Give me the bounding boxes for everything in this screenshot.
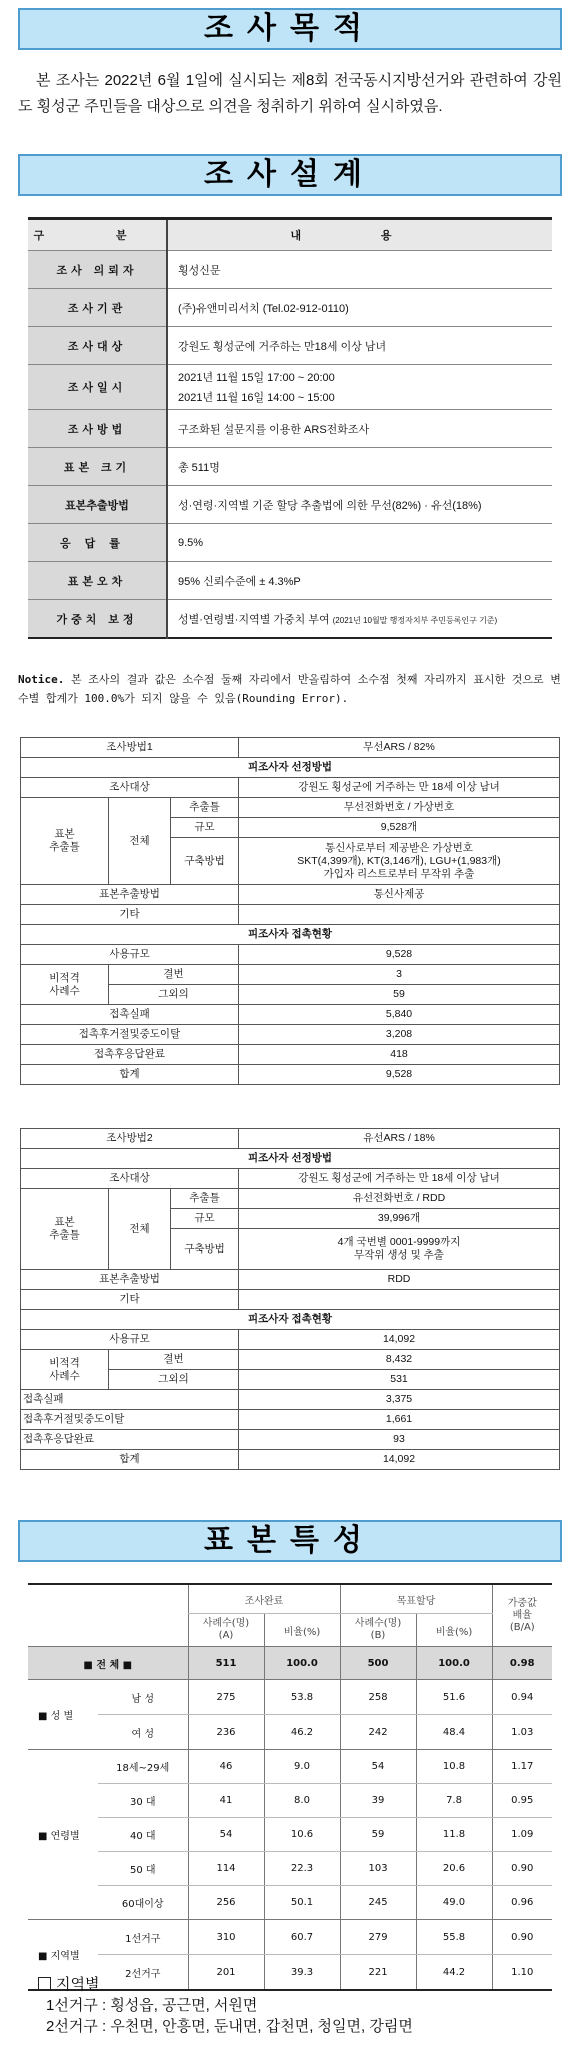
table-row bbox=[28, 1680, 552, 1715]
cell-value: 무선전화번호 / 가상번호 bbox=[239, 798, 560, 818]
cell: 0.98 bbox=[492, 1647, 552, 1680]
cell-label: 접촉실패 bbox=[21, 1005, 239, 1025]
cell-value: 39,996개 bbox=[239, 1209, 560, 1229]
row-label: 40 대 bbox=[98, 1818, 188, 1852]
section-heading: 피조사자 선정방법 bbox=[21, 1149, 560, 1169]
cell-label: 비적격 사례수 bbox=[21, 965, 109, 1005]
sample-banner bbox=[18, 1520, 562, 1562]
cell: 310 bbox=[188, 1920, 264, 1955]
design-row-value: 구조화된 설문지를 이용한 ARS전화조사 bbox=[167, 410, 552, 448]
cell: 236 bbox=[188, 1715, 264, 1750]
cell: 48.4 bbox=[416, 1715, 492, 1750]
checkbox-icon bbox=[38, 1977, 51, 1990]
cell: 1.09 bbox=[492, 1818, 552, 1852]
cell: 10.6 bbox=[264, 1818, 340, 1852]
design-header-label: 구 분 bbox=[28, 219, 167, 251]
region-legend bbox=[38, 1974, 413, 2037]
sample-table-wrap bbox=[28, 1583, 552, 1991]
table-row bbox=[28, 1818, 552, 1852]
cell-value: 14,092 bbox=[239, 1450, 560, 1470]
cell-label: 표본추출방법 bbox=[21, 885, 239, 905]
design-banner bbox=[18, 154, 562, 196]
design-row-value: (주)유앤미리서치 (Tel.02-912-0110) bbox=[167, 289, 552, 327]
cell: 11.8 bbox=[416, 1818, 492, 1852]
cell: 46 bbox=[188, 1750, 264, 1784]
cell-label: 표본 추출틀 bbox=[21, 798, 109, 885]
design-row-value: 95% 신뢰수준에 ± 4.3%P bbox=[167, 562, 552, 600]
design-row-value bbox=[167, 365, 552, 410]
table-row bbox=[28, 1920, 552, 1955]
design-row-label: 조사기관 bbox=[28, 289, 167, 327]
cell-value: 531 bbox=[239, 1370, 560, 1390]
cell: 41 bbox=[188, 1784, 264, 1818]
cell-label: 합계 bbox=[21, 1450, 239, 1470]
cell: 39 bbox=[340, 1784, 416, 1818]
design-row-label: 표본 크기 bbox=[28, 448, 167, 486]
row-label: 50 대 bbox=[98, 1852, 188, 1886]
cell: 256 bbox=[188, 1886, 264, 1920]
cell-value: 1,661 bbox=[239, 1410, 560, 1430]
cell: 7.8 bbox=[416, 1784, 492, 1818]
method1-table-wrap bbox=[20, 737, 560, 1085]
weight-note: (2021년 10월말 행정자치부 주민등록인구 기준) bbox=[332, 615, 498, 625]
cell-label: 기타 bbox=[21, 1290, 239, 1310]
cell: 511 bbox=[188, 1647, 264, 1680]
design-row-value: 강원도 횡성군에 거주하는 만18세 이상 남녀 bbox=[167, 327, 552, 365]
row-label: 여 성 bbox=[98, 1715, 188, 1750]
row-label: 18세~29세 bbox=[98, 1750, 188, 1784]
cell-value: 강원도 횡성군에 거주하는 만 18세 이상 남녀 bbox=[239, 1169, 560, 1189]
cell-value: 3,375 bbox=[239, 1390, 560, 1410]
cell: 1.03 bbox=[492, 1715, 552, 1750]
design-row-label: 조사일시 bbox=[28, 365, 167, 410]
cell-value: 9,528개 bbox=[239, 818, 560, 838]
cell-value bbox=[239, 1290, 560, 1310]
build-line: 무작위 생성 및 추출 bbox=[354, 1249, 444, 1261]
cell-label: 접촉후거절및중도이탈 bbox=[21, 1025, 239, 1045]
row-label: 30 대 bbox=[98, 1784, 188, 1818]
cell-value: 3,208 bbox=[239, 1025, 560, 1045]
cell-value: 59 bbox=[239, 985, 560, 1005]
group-label: ■ 연령별 bbox=[28, 1750, 98, 1920]
col-header: 목표할당 bbox=[340, 1584, 492, 1614]
group-label: ■ 지역별 bbox=[38, 1951, 80, 1962]
cell-value: 9,528 bbox=[239, 945, 560, 965]
sample-corner bbox=[28, 1584, 188, 1647]
cell: 258 bbox=[340, 1680, 416, 1715]
cell: 103 bbox=[340, 1852, 416, 1886]
method2-table-wrap bbox=[20, 1128, 560, 1470]
section-heading: 피조사자 접촉현황 bbox=[21, 1310, 560, 1330]
cell: 0.90 bbox=[492, 1852, 552, 1886]
build-line: 가입자 리스트로부터 무작위 추출 bbox=[323, 867, 475, 880]
cell-label: 조사대상 bbox=[21, 1169, 239, 1189]
col-header: 사례수(명) (A) bbox=[188, 1614, 264, 1647]
cell: 0.90 bbox=[492, 1920, 552, 1955]
method-value: 유선ARS / 18% bbox=[239, 1129, 560, 1149]
design-row-value: 총 511명 bbox=[167, 448, 552, 486]
cell: 9.0 bbox=[264, 1750, 340, 1784]
notice-text: 본 조사의 결과 값은 소수점 둘째 자리에서 반올림하여 소수점 첫째 자리까지 표시한 것으로 변수별 합계가 100.0%가 되지 않을 수 있음(Rounding Error). bbox=[18, 673, 561, 705]
cell: 1.10 bbox=[492, 1955, 552, 1991]
cell: 10.8 bbox=[416, 1750, 492, 1784]
cell-value: 3 bbox=[239, 965, 560, 985]
cell-label: 사용규모 bbox=[21, 945, 239, 965]
design-header-value: 내 용 bbox=[167, 219, 552, 251]
cell: 245 bbox=[340, 1886, 416, 1920]
design-row bbox=[28, 410, 552, 448]
cell-label: 조사대상 bbox=[21, 778, 239, 798]
cell-label: 접촉실패 bbox=[21, 1390, 239, 1410]
design-row-value: 9.5% bbox=[167, 524, 552, 562]
cell-label: 접촉후응답완료 bbox=[21, 1430, 239, 1450]
purpose-banner bbox=[18, 8, 562, 50]
cell-label: 그외의 bbox=[109, 985, 239, 1005]
cell: 100.0 bbox=[264, 1647, 340, 1680]
col-header: 조사완료 bbox=[188, 1584, 340, 1614]
cell: 8.0 bbox=[264, 1784, 340, 1818]
cell: 279 bbox=[340, 1920, 416, 1955]
table-row bbox=[28, 1852, 552, 1886]
section-heading: 피조사자 선정방법 bbox=[21, 758, 560, 778]
cell-value bbox=[239, 905, 560, 925]
cell: 59 bbox=[340, 1818, 416, 1852]
design-row bbox=[28, 562, 552, 600]
method1-table bbox=[20, 737, 560, 1085]
total-row bbox=[28, 1647, 552, 1680]
cell: 54 bbox=[340, 1750, 416, 1784]
col-header: 가중값 배율 (B/A) bbox=[492, 1584, 552, 1647]
cell-label: 구축방법 bbox=[171, 1229, 239, 1270]
cell-value: 14,092 bbox=[239, 1330, 560, 1350]
cell-label: 비적격 사례수 bbox=[21, 1350, 109, 1390]
cell-value: 93 bbox=[239, 1430, 560, 1450]
cell: 46.2 bbox=[264, 1715, 340, 1750]
method-label: 조사방법2 bbox=[21, 1129, 239, 1149]
cell: 22.3 bbox=[264, 1852, 340, 1886]
cell-label: 추출틀 bbox=[171, 798, 239, 818]
design-row-label: 표본오차 bbox=[28, 562, 167, 600]
design-row bbox=[28, 486, 552, 524]
build-line: 통신사로부터 제공받은 가상번호 bbox=[325, 841, 473, 854]
notice-label: Notice. bbox=[18, 673, 65, 686]
cell: 53.8 bbox=[264, 1680, 340, 1715]
cell: 49.0 bbox=[416, 1886, 492, 1920]
design-row-label: 가중치 보정 bbox=[28, 600, 167, 639]
cell-label: 구축방법 bbox=[171, 838, 239, 885]
region-title: 지역별 bbox=[56, 1976, 100, 1993]
cell-label: 표본추출방법 bbox=[21, 1270, 239, 1290]
design-row-value: 성·연령·지역별 기준 할당 추출법에 의한 무선(82%) · 유선(18%) bbox=[167, 486, 552, 524]
cell: 500 bbox=[340, 1647, 416, 1680]
design-row-label: 조사방법 bbox=[28, 410, 167, 448]
method-label: 조사방법1 bbox=[21, 738, 239, 758]
survey-date-2: 2021년 11월 16일 14:00 ~ 15:00 bbox=[178, 392, 335, 404]
cell: 60.7 bbox=[264, 1920, 340, 1955]
cell-label: 합계 bbox=[21, 1065, 239, 1085]
table-row bbox=[28, 1886, 552, 1920]
cell: 0.96 bbox=[492, 1886, 552, 1920]
design-row-label: 조사 의뢰자 bbox=[28, 251, 167, 289]
cell: 44.2 bbox=[416, 1955, 492, 1991]
cell-label: 접촉후응답완료 bbox=[21, 1045, 239, 1065]
weight-text: 성별·연령별·지역별 가중치 부여 bbox=[178, 613, 330, 626]
cell: 51.6 bbox=[416, 1680, 492, 1715]
col-header: 비율(%) bbox=[264, 1614, 340, 1647]
purpose-title: 조사목적 bbox=[204, 11, 376, 46]
cell-value: 8,432 bbox=[239, 1350, 560, 1370]
cell-label: 접촉후거절및중도이탈 bbox=[21, 1410, 239, 1430]
build-line: 4개 국번별 0001-9999까지 bbox=[337, 1236, 461, 1248]
cell-value: 5,840 bbox=[239, 1005, 560, 1025]
cell-label: 전체 bbox=[109, 798, 171, 885]
col-header: 비율(%) bbox=[416, 1614, 492, 1647]
cell: 275 bbox=[188, 1680, 264, 1715]
cell: 0.95 bbox=[492, 1784, 552, 1818]
survey-date-1: 2021년 11월 15일 17:00 ~ 20:00 bbox=[178, 372, 335, 384]
table-row bbox=[28, 1750, 552, 1784]
design-table-header bbox=[28, 219, 552, 251]
design-table-wrap bbox=[28, 217, 552, 639]
design-row-label: 응답률 bbox=[28, 524, 167, 562]
cell: 100.0 bbox=[416, 1647, 492, 1680]
cell-value: 유선전화번호 / RDD bbox=[239, 1189, 560, 1209]
cell: 39.3 bbox=[264, 1955, 340, 1991]
design-row bbox=[28, 327, 552, 365]
sample-title: 표본특성 bbox=[204, 1523, 376, 1558]
cell-label: 사용규모 bbox=[21, 1330, 239, 1350]
cell-label: 추출틀 bbox=[171, 1189, 239, 1209]
cell-value bbox=[239, 1229, 560, 1270]
cell: 50.1 bbox=[264, 1886, 340, 1920]
cell-label: 전체 bbox=[109, 1189, 171, 1270]
cell-label: 규모 bbox=[171, 1209, 239, 1229]
cell: 221 bbox=[340, 1955, 416, 1991]
design-row bbox=[28, 524, 552, 562]
design-row bbox=[28, 448, 552, 486]
row-label: 남 성 bbox=[98, 1680, 188, 1715]
cell-label: 결번 bbox=[109, 1350, 239, 1370]
design-row bbox=[28, 289, 552, 327]
cell: 55.8 bbox=[416, 1920, 492, 1955]
table-row bbox=[28, 1784, 552, 1818]
design-table bbox=[28, 217, 552, 639]
cell: 201 bbox=[188, 1955, 264, 1991]
design-row-label: 표본추출방법 bbox=[28, 486, 167, 524]
purpose-text: 본 조사는 2022년 6월 1일에 실시되는 제8회 전국동시지방선거와 관련하여 강원도 횡성군 주민들을 대상으로 의견을 청취하기 위하여 실시하였음. bbox=[18, 72, 562, 115]
cell-label: 표본 추출틀 bbox=[21, 1189, 109, 1270]
section-heading: 피조사자 접촉현황 bbox=[21, 925, 560, 945]
row-label: 60대이상 bbox=[98, 1886, 188, 1920]
cell: 0.94 bbox=[492, 1680, 552, 1715]
cell: 1.17 bbox=[492, 1750, 552, 1784]
cell-value bbox=[239, 838, 560, 885]
cell: 54 bbox=[188, 1818, 264, 1852]
method-value: 무선ARS / 82% bbox=[239, 738, 560, 758]
row-label: 2선거구 bbox=[125, 1968, 161, 1980]
design-row-value: 횡성신문 bbox=[167, 251, 552, 289]
sample-table bbox=[28, 1583, 552, 1991]
cell-label: 기타 bbox=[21, 905, 239, 925]
cell-label: 결번 bbox=[109, 965, 239, 985]
cell: 20.6 bbox=[416, 1852, 492, 1886]
notice bbox=[18, 670, 562, 708]
row-label: ■ 전 체 ■ bbox=[28, 1647, 188, 1680]
region-line: 2선거구 : 우천면, 안흥면, 둔내면, 갑천면, 청일면, 강림면 bbox=[46, 2018, 413, 2035]
cell: 242 bbox=[340, 1715, 416, 1750]
design-row-label: 조사대상 bbox=[28, 327, 167, 365]
table-row bbox=[28, 1715, 552, 1750]
cell-value: 9,528 bbox=[239, 1065, 560, 1085]
design-title: 조사설계 bbox=[204, 157, 376, 192]
cell-label: 규모 bbox=[171, 818, 239, 838]
build-line: SKT(4,399개), KT(3,146개), LGU+(1,983개) bbox=[297, 854, 501, 867]
method2-table bbox=[20, 1128, 560, 1470]
region-line: 1선거구 : 횡성읍, 공근면, 서원면 bbox=[46, 1997, 258, 2014]
cell: 114 bbox=[188, 1852, 264, 1886]
cell-value: RDD bbox=[239, 1270, 560, 1290]
cell-value: 강원도 횡성군에 거주하는 만 18세 이상 남녀 bbox=[239, 778, 560, 798]
design-row bbox=[28, 365, 552, 410]
design-row bbox=[28, 251, 552, 289]
col-header: 사례수(명) (B) bbox=[340, 1614, 416, 1647]
design-row bbox=[28, 600, 552, 639]
row-label: 1선거구 bbox=[98, 1920, 188, 1955]
cell-label: 그외의 bbox=[109, 1370, 239, 1390]
group-label: ■ 성 별 bbox=[28, 1680, 98, 1750]
cell-value: 통신사제공 bbox=[239, 885, 560, 905]
cell-value: 418 bbox=[239, 1045, 560, 1065]
design-row-value bbox=[167, 600, 552, 639]
